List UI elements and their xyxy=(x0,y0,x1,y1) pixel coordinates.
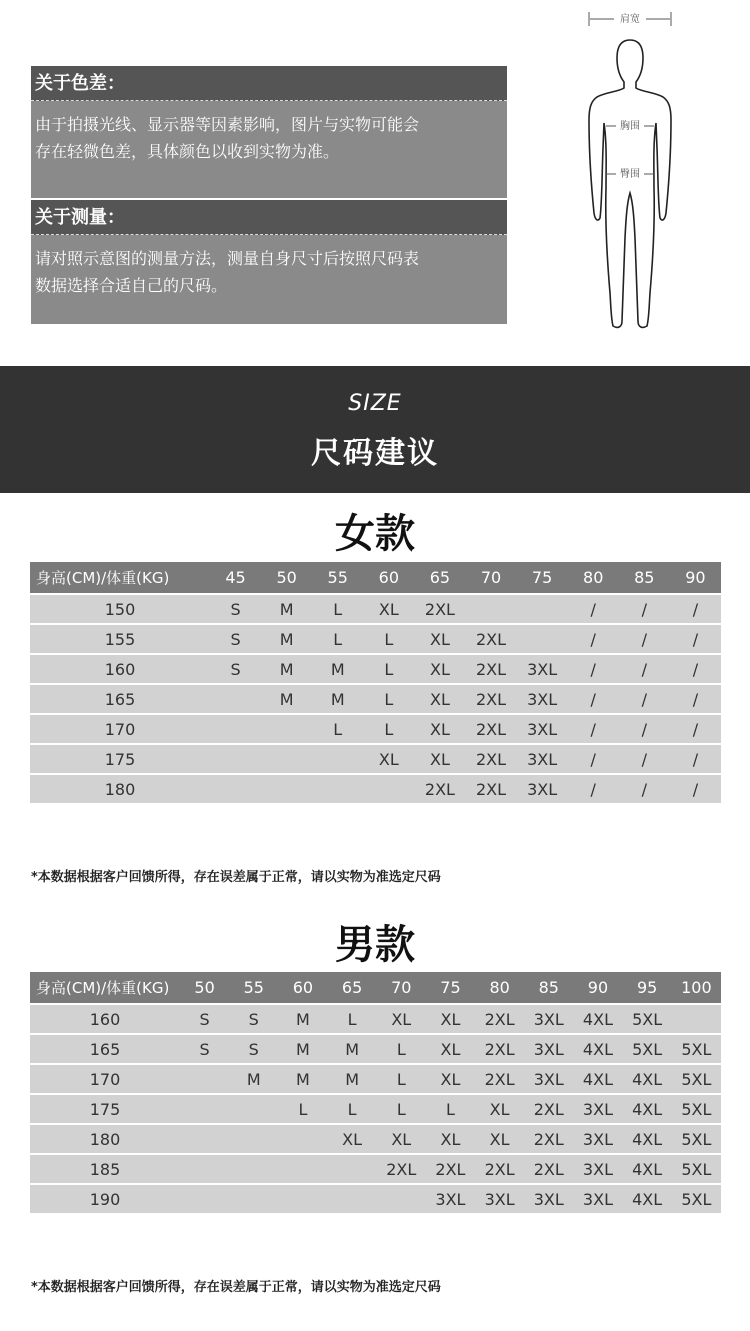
size-cell: 5XL xyxy=(672,1064,721,1094)
size-cell: 2XL xyxy=(524,1124,573,1154)
size-cell: 2XL xyxy=(465,684,516,714)
size-cell: / xyxy=(670,744,721,774)
color-difference-body xyxy=(31,101,507,198)
body-outline xyxy=(589,40,671,327)
weight-header: 100 xyxy=(672,972,721,1004)
size-cell: / xyxy=(619,594,670,624)
size-cell: XL xyxy=(426,1034,475,1064)
size-cell xyxy=(180,1094,229,1124)
size-cell xyxy=(312,774,363,803)
size-cell: / xyxy=(670,774,721,803)
height-cell: 165 xyxy=(30,684,210,714)
size-cell: L xyxy=(363,654,414,684)
size-cell: 2XL xyxy=(475,1034,524,1064)
size-cell: 3XL xyxy=(573,1094,622,1124)
size-cell: XL xyxy=(475,1094,524,1124)
height-cell: 165 xyxy=(30,1034,180,1064)
table-row xyxy=(30,714,721,744)
size-cell: S xyxy=(210,594,261,624)
weight-header: 70 xyxy=(465,562,516,594)
size-cell: / xyxy=(619,774,670,803)
size-cell xyxy=(210,774,261,803)
size-cell: XL xyxy=(363,594,414,624)
size-cell: / xyxy=(670,594,721,624)
size-cell: 5XL xyxy=(623,1034,672,1064)
table-row xyxy=(30,744,721,774)
size-cell xyxy=(210,714,261,744)
weight-header: 50 xyxy=(180,972,229,1004)
body-measurement-figure xyxy=(580,8,680,333)
weight-header: 65 xyxy=(414,562,465,594)
size-cell: S xyxy=(210,624,261,654)
weight-header: 85 xyxy=(524,972,573,1004)
size-cell: / xyxy=(619,684,670,714)
height-cell: 185 xyxy=(30,1154,180,1184)
size-cell: / xyxy=(619,654,670,684)
size-cell: 3XL xyxy=(517,744,568,774)
measurement-title: 关于测量： xyxy=(31,200,507,235)
size-cell: 2XL xyxy=(524,1094,573,1124)
size-cell: / xyxy=(568,624,619,654)
size-cell: 4XL xyxy=(573,1004,622,1034)
men-section-title: 男款 xyxy=(335,922,415,968)
size-cell: M xyxy=(312,654,363,684)
size-cell: XL xyxy=(377,1004,426,1034)
weight-header: 95 xyxy=(623,972,672,1004)
table-row xyxy=(30,1064,721,1094)
table-row xyxy=(30,1034,721,1064)
size-cell: 4XL xyxy=(573,1034,622,1064)
size-cell: 3XL xyxy=(573,1154,622,1184)
size-cell: M xyxy=(278,1064,327,1094)
size-cell: / xyxy=(568,744,619,774)
size-cell: / xyxy=(619,714,670,744)
size-cell: M xyxy=(328,1034,377,1064)
table-row xyxy=(30,1154,721,1184)
color-difference-title: 关于色差： xyxy=(31,66,507,101)
size-cell xyxy=(229,1184,278,1213)
size-cell: L xyxy=(377,1094,426,1124)
size-cell: 3XL xyxy=(524,1034,573,1064)
size-cell: 5XL xyxy=(672,1034,721,1064)
men-size-note: *本数据根据客户回馈所得，存在误差属于正常，请以实物为准选定尺码 xyxy=(31,1280,441,1295)
measurement-body xyxy=(31,235,507,324)
banner-english-title: SIZE xyxy=(348,391,402,416)
height-cell: 155 xyxy=(30,624,210,654)
size-cell xyxy=(210,684,261,714)
size-cell xyxy=(261,744,312,774)
weight-header: 80 xyxy=(568,562,619,594)
size-cell: 3XL xyxy=(517,654,568,684)
size-cell: 3XL xyxy=(524,1004,573,1034)
weight-header: 60 xyxy=(363,562,414,594)
size-cell: L xyxy=(328,1094,377,1124)
size-cell: XL xyxy=(363,744,414,774)
size-cell: XL xyxy=(426,1004,475,1034)
size-cell: XL xyxy=(475,1124,524,1154)
size-cell: 3XL xyxy=(426,1184,475,1213)
size-cell: 2XL xyxy=(465,714,516,744)
size-cell xyxy=(261,774,312,803)
shoulder-width-label: 肩宽 xyxy=(620,14,640,25)
weight-header: 50 xyxy=(261,562,312,594)
size-cell: XL xyxy=(328,1124,377,1154)
size-cell xyxy=(465,594,516,624)
size-cell: 3XL xyxy=(573,1124,622,1154)
size-cell xyxy=(180,1154,229,1184)
size-cell: 4XL xyxy=(573,1064,622,1094)
height-cell: 150 xyxy=(30,594,210,624)
size-cell xyxy=(363,774,414,803)
size-cell: 2XL xyxy=(475,1154,524,1184)
size-cell: 3XL xyxy=(573,1184,622,1213)
size-cell: M xyxy=(278,1004,327,1034)
women-size-table xyxy=(30,562,721,803)
size-cell: S xyxy=(180,1034,229,1064)
size-cell: 4XL xyxy=(623,1124,672,1154)
size-cell: / xyxy=(619,744,670,774)
weight-header: 70 xyxy=(377,972,426,1004)
size-cell xyxy=(180,1124,229,1154)
size-cell: XL xyxy=(414,684,465,714)
weight-header: 90 xyxy=(573,972,622,1004)
size-cell: L xyxy=(363,714,414,744)
size-cell: / xyxy=(670,714,721,744)
size-cell: XL xyxy=(426,1124,475,1154)
height-cell: 160 xyxy=(30,1004,180,1034)
size-cell: 3XL xyxy=(517,714,568,744)
size-cell: / xyxy=(568,774,619,803)
size-cell: XL xyxy=(414,714,465,744)
color-difference-box xyxy=(31,66,507,198)
table-row xyxy=(30,594,721,624)
size-cell: S xyxy=(180,1004,229,1034)
height-cell: 175 xyxy=(30,1094,180,1124)
size-cell: XL xyxy=(426,1064,475,1094)
size-cell: M xyxy=(261,594,312,624)
size-cell xyxy=(377,1184,426,1213)
size-cell: 4XL xyxy=(623,1064,672,1094)
size-cell: XL xyxy=(377,1124,426,1154)
size-cell xyxy=(261,714,312,744)
table-row xyxy=(30,1184,721,1213)
table-row xyxy=(30,654,721,684)
size-cell: L xyxy=(363,624,414,654)
size-cell: L xyxy=(312,714,363,744)
height-cell: 180 xyxy=(30,1124,180,1154)
size-cell: M xyxy=(278,1034,327,1064)
weight-header: 60 xyxy=(278,972,327,1004)
weight-header: 55 xyxy=(312,562,363,594)
size-cell xyxy=(517,624,568,654)
size-cell: 3XL xyxy=(475,1184,524,1213)
size-cell xyxy=(672,1004,721,1034)
size-cell: 2XL xyxy=(426,1154,475,1184)
size-cell: M xyxy=(261,654,312,684)
size-cell: L xyxy=(363,684,414,714)
size-cell: / xyxy=(670,624,721,654)
men-size-table xyxy=(30,972,721,1213)
size-cell xyxy=(229,1124,278,1154)
size-cell: M xyxy=(312,684,363,714)
size-cell: S xyxy=(229,1004,278,1034)
measurement-line: 请对照示意图的测量方法，测量自身尺寸后按照尺码表 xyxy=(35,249,420,268)
size-cell: / xyxy=(568,594,619,624)
height-weight-header: 身高(CM)/体重(KG) xyxy=(30,972,180,1004)
size-cell: XL xyxy=(414,654,465,684)
banner-chinese-title: 尺码建议 xyxy=(311,436,439,471)
height-cell: 175 xyxy=(30,744,210,774)
table-row xyxy=(30,1004,721,1034)
size-cell: 3XL xyxy=(517,684,568,714)
size-cell: 4XL xyxy=(623,1154,672,1184)
size-cell: / xyxy=(568,714,619,744)
size-cell xyxy=(278,1154,327,1184)
weight-header: 75 xyxy=(517,562,568,594)
table-row xyxy=(30,624,721,654)
hip-label: 臀围 xyxy=(620,169,640,180)
size-cell: 3XL xyxy=(524,1184,573,1213)
size-cell: M xyxy=(328,1064,377,1094)
size-cell: 2XL xyxy=(465,774,516,803)
size-cell xyxy=(328,1184,377,1213)
size-cell: 2XL xyxy=(475,1004,524,1034)
size-cell: 4XL xyxy=(623,1184,672,1213)
women-size-note: *本数据根据客户回馈所得，存在误差属于正常，请以实物为准选定尺码 xyxy=(31,870,441,885)
chest-label: 胸围 xyxy=(620,121,640,132)
size-cell: M xyxy=(261,684,312,714)
size-cell: 4XL xyxy=(623,1094,672,1124)
measurement-line: 数据选择合适自己的尺码。 xyxy=(35,276,228,295)
size-cell: 2XL xyxy=(414,774,465,803)
height-cell: 170 xyxy=(30,1064,180,1094)
weight-header: 75 xyxy=(426,972,475,1004)
weight-header: 85 xyxy=(619,562,670,594)
size-cell: 3XL xyxy=(517,774,568,803)
size-cell: S xyxy=(210,654,261,684)
size-cell: L xyxy=(278,1094,327,1124)
weight-header: 65 xyxy=(328,972,377,1004)
table-header-row xyxy=(30,562,721,594)
size-cell: M xyxy=(229,1064,278,1094)
height-cell: 160 xyxy=(30,654,210,684)
weight-header: 45 xyxy=(210,562,261,594)
size-cell: 2XL xyxy=(414,594,465,624)
size-cell: / xyxy=(568,684,619,714)
size-cell: 2XL xyxy=(465,624,516,654)
size-cell xyxy=(328,1154,377,1184)
size-cell: XL xyxy=(414,624,465,654)
size-cell: M xyxy=(261,624,312,654)
weight-header: 55 xyxy=(229,972,278,1004)
table-row xyxy=(30,1094,721,1124)
size-cell xyxy=(180,1184,229,1213)
women-section-title: 女款 xyxy=(335,511,415,557)
size-cell: L xyxy=(328,1004,377,1034)
size-cell xyxy=(210,744,261,774)
table-row xyxy=(30,774,721,803)
size-cell: L xyxy=(377,1034,426,1064)
size-cell: 5XL xyxy=(672,1094,721,1124)
size-cell: L xyxy=(312,594,363,624)
size-cell: / xyxy=(619,624,670,654)
size-cell: 5XL xyxy=(672,1184,721,1213)
size-cell: 2XL xyxy=(377,1154,426,1184)
color-difference-line: 由于拍摄光线、显示器等因素影响，图片与实物可能会 xyxy=(35,115,420,134)
size-cell xyxy=(278,1124,327,1154)
size-cell: / xyxy=(670,654,721,684)
size-cell: 2XL xyxy=(465,654,516,684)
size-cell xyxy=(229,1154,278,1184)
size-cell xyxy=(229,1094,278,1124)
size-cell xyxy=(278,1184,327,1213)
weight-header: 80 xyxy=(475,972,524,1004)
table-header-row xyxy=(30,972,721,1004)
size-cell: / xyxy=(670,684,721,714)
size-cell: / xyxy=(568,654,619,684)
size-banner xyxy=(0,366,750,493)
size-cell: 2XL xyxy=(465,744,516,774)
measurement-box xyxy=(31,200,507,324)
size-cell: 2XL xyxy=(475,1064,524,1094)
size-cell: L xyxy=(377,1064,426,1094)
height-cell: 180 xyxy=(30,774,210,803)
size-cell: XL xyxy=(414,744,465,774)
height-cell: 170 xyxy=(30,714,210,744)
table-row xyxy=(30,684,721,714)
height-weight-header: 身高(CM)/体重(KG) xyxy=(30,562,210,594)
size-cell: 3XL xyxy=(524,1064,573,1094)
size-cell: 5XL xyxy=(623,1004,672,1034)
size-cell: S xyxy=(229,1034,278,1064)
color-difference-line: 存在轻微色差，具体颜色以收到实物为准。 xyxy=(35,142,340,161)
size-cell: 5XL xyxy=(672,1154,721,1184)
table-row xyxy=(30,1124,721,1154)
size-cell xyxy=(517,594,568,624)
size-cell: 5XL xyxy=(672,1124,721,1154)
size-cell xyxy=(180,1064,229,1094)
size-cell: L xyxy=(426,1094,475,1124)
size-cell: 2XL xyxy=(524,1154,573,1184)
size-cell xyxy=(312,744,363,774)
height-cell: 190 xyxy=(30,1184,180,1213)
size-cell: L xyxy=(312,624,363,654)
weight-header: 90 xyxy=(670,562,721,594)
